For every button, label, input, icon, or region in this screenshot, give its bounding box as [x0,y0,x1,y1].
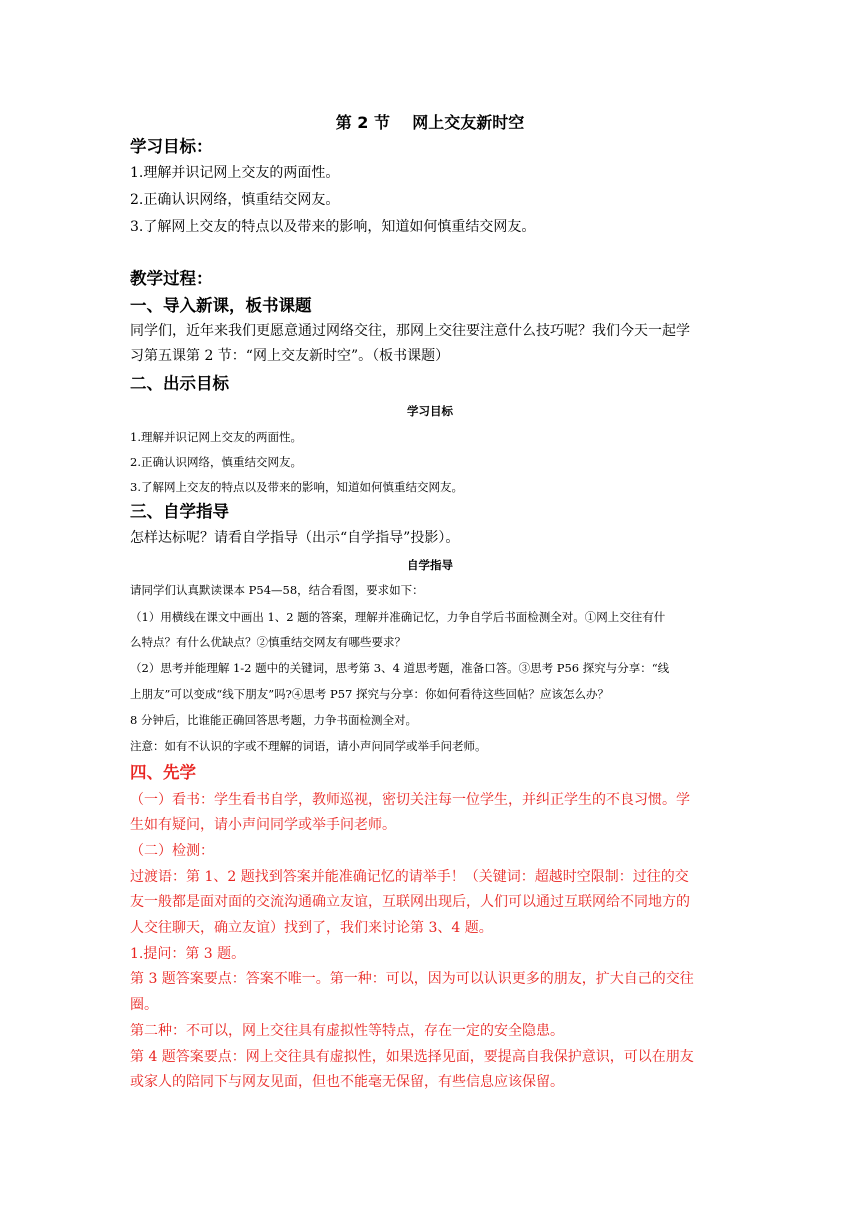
section3-line: 8 分钟后，比谁能正确回答思考题，力争书面检测全对。 [130,713,417,727]
section2-item: 2.正确认识网络，慎重结交网友。 [130,455,302,469]
section3-box-title: 自学指导 [407,558,453,572]
objective-item: 1.理解并识记网上交友的两面性。 [130,165,340,181]
objectives-heading: 学习目标： [130,137,213,156]
section4-line: 生如有疑问，请小声问同学或举手问老师。 [130,817,396,833]
section3-line: （2）思考并能理解 1-2 题中的关键词，思考第 3、4 道思考题，准备口答。③思考 P56 探究与分享：“线 [130,661,670,675]
objective-item: 2.正确认识网络，慎重结交网友。 [130,192,340,208]
page-title: 第 2 节 网上交友新时空 [335,113,525,132]
section3-intro: 怎样达标呢？请看自学指导（出示“自学指导”投影）。 [130,530,460,546]
section3-line: （1）用横线在课文中画出 1、2 题的答案，理解并准确记忆，力争自学后书面检测全对。①网上交往有什 [130,610,666,624]
objective-item: 3.了解网上交友的特点以及带来的影响，知道如何慎重结交网友。 [130,219,536,235]
section4-line: 友一般都是面对面的交流沟通确立友谊，互联网出现后，人们可以通过互联网给不同地方的 [130,894,690,910]
process-heading: 教学过程： [130,269,213,288]
section4-line: （一）看书：学生看书自学，教师巡视，密切关注每一位学生，并纠正学生的不良习惯。学 [130,792,690,808]
section2-item: 1.理解并识记网上交友的两面性。 [130,430,302,444]
section4-line: 圈。 [130,997,158,1013]
section4-line: 第 3 题答案要点：答案不唯一。第一种：可以，因为可以认识更多的朋友，扩大自己的交往 [130,971,694,987]
section1-line: 同学们，近年来我们更愿意通过网络交往，那网上交往要注意什么技巧呢？我们今天一起学 [130,323,690,339]
section2-box-title: 学习目标 [407,404,453,418]
section4-heading: 四、先学 [130,763,196,782]
section4-line: （二）检测： [130,843,214,859]
section4-line: 人交往聊天，确立友谊）找到了，我们来讨论第 3、4 题。 [130,920,493,936]
section3-line: 请同学们认真默读课本 P54—58，结合看图，要求如下： [130,583,424,597]
section3-heading: 三、自学指导 [130,502,229,521]
section4-line: 第 4 题答案要点：网上交往具有虚拟性，如果选择见面，要提高自我保护意识，可以在朋友 [130,1049,694,1065]
section3-line: 上朋友”可以变成“线下朋友”吗?④思考 P57 探究与分享：你如何看待这些回帖？应该怎么办？ [130,687,609,701]
section3-line: 注意：如有不认识的字或不理解的词语，请小声问同学或举手问老师。 [130,739,487,753]
section4-line: 或家人的陪同下与网友见面，但也不能毫无保留，有些信息应该保留。 [130,1074,564,1090]
section2-item: 3.了解网上交友的特点以及带来的影响，知道如何慎重结交网友。 [130,480,463,494]
section4-line: 1.提问：第 3 题。 [130,946,246,962]
section2-heading: 二、出示目标 [130,374,229,393]
section1-line: 习第五课第 2 节：“网上交友新时空”。（板书课题） [130,348,450,364]
section3-line: 么特点？有什么优缺点？②慎重结交网友有哪些要求？ [130,635,406,649]
section4-line: 第二种：不可以，网上交往具有虚拟性等特点，存在一定的安全隐患。 [130,1023,564,1039]
section1-heading: 一、导入新课，板书课题 [130,296,312,315]
section4-line: 过渡语：第 1、2 题找到答案并能准确记忆的请举手！（关键词：超越时空限制：过往的交 [130,869,689,885]
